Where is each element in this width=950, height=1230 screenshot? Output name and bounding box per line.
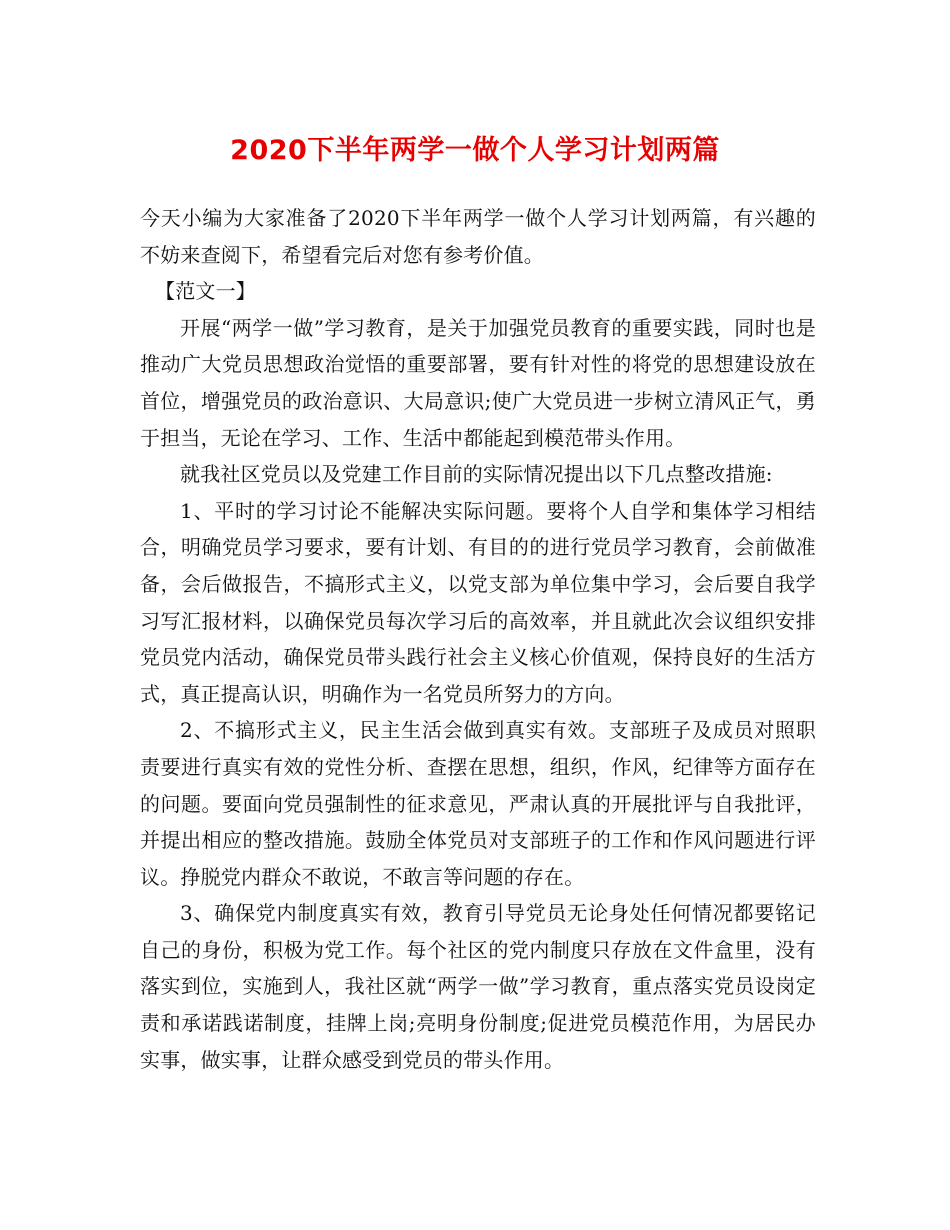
page-title: 2020下半年两学一做个人学习计划两篇 xyxy=(230,135,720,166)
paragraph-measures-intro: 就我社区党员以及党建工作目前的实际情况提出以下几点整改措施: xyxy=(180,462,773,487)
intro-paragraph: 今天小编为大家准备了2020下半年两学一做个人学习计划两篇，有兴趣的不妨来查阅下，希望看完后对您有参考价值。 xyxy=(140,206,816,267)
paragraph-measure-1: 1、平时的学习讨论不能解决实际问题。要将个人自学和集体学习相结合，明确党员学习要求，要有计划、有目的的进行党员学习教育，会前做准备，会后做报告，不搞形式主义，以党支部为单位集中学习，会后要自我学习写汇报材料，以确保党员每次学习后的高效率，并且就此次会议组织安排党员党内活动，确保党员带头践行社会主义核心价值观，保持良好的生活方式，真正提高认识，明确作为一名党员所努力的方向。 xyxy=(140,498,816,706)
paragraph-overview: 开展“两学一做”学习教育，是关于加强党员教育的重要实践，同时也是推动广大党员思想政治觉悟的重要部署，要有针对性的将党的思想建设放在首位，增强党员的政治意识、大局意识;使广大党员进一步树立清风正气，勇于担当，无论在学习、工作、生活中都能起到模范带头作用。 xyxy=(140,315,816,450)
paragraph-measure-2: 2、不搞形式主义，民主生活会做到真实有效。支部班子及成员对照职责要进行真实有效的党性分析、查摆在思想，组织，作风，纪律等方面存在的问题。要面向党员强制性的征求意见，严肃认真的开展批评与自我批评，并提出相应的整改措施。鼓励全体党员对支部班子的工作和作风问题进行评议。挣脱党内群众不敢说，不敢言等问题的存在。 xyxy=(140,718,816,889)
paragraph-measure-3: 3、确保党内制度真实有效，教育引导党员无论身处任何情况都要铭记自己的身份，积极为党工作。每个社区的党内制度只存放在文件盒里，没有落实到位，实施到人，我社区就“两学一做”学习教育，重点落实党员设岗定责和承诺践诺制度，挂牌上岗;亮明身份制度;促进党员模范作用，为居民办实事，做实事，让群众感受到党员的带头作用。 xyxy=(140,901,816,1072)
document-body xyxy=(140,200,816,1078)
section-label: 【范文一】 xyxy=(155,279,256,304)
